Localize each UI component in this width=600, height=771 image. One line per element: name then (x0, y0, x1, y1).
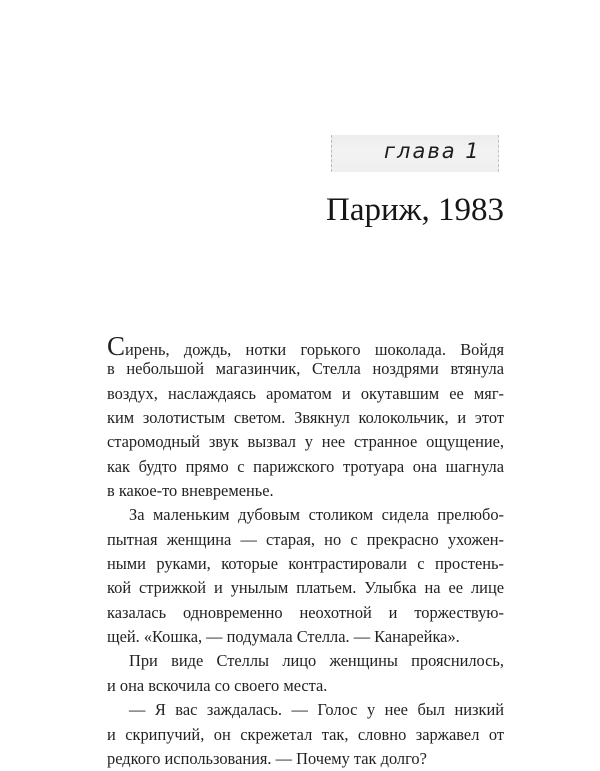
chapter-label: глава 1 (384, 139, 481, 163)
paragraph-line: воздух, наслаждаясь ароматом и окутавшим ее мяг- (107, 383, 504, 403)
paragraph-line: ким золотистым светом. Звякнул колокольчик, и этот (107, 408, 504, 428)
paragraph-line: старомодный звук вызвал у нее странное ощущение, (107, 432, 504, 452)
paragraph-line: щей. «Кошка, — подумала Стелла. — Канарейка». (107, 627, 460, 647)
body-text (107, 333, 504, 771)
paragraph-line: При виде Стеллы лицо женщины прояснилось, (129, 651, 504, 671)
paragraph-line: пытная женщина — старая, но с прекрасно ухожен- (107, 529, 504, 549)
paragraph-line: и она вскочила со своего места. (107, 675, 328, 695)
paragraph-line: в какое-то вневременье. (107, 481, 274, 501)
chapter-label-box (331, 135, 499, 172)
paragraph-line: ными руками, которые контрастировали с простень- (107, 554, 504, 574)
chapter-title: Париж, 1983 (326, 192, 504, 228)
paragraph-line: Сирень, дождь, нотки горького шоколада. Войдя (107, 331, 504, 361)
paragraph-line: — Я вас заждалась. — Голос у нее был низкий (129, 700, 504, 720)
drop-cap: С (107, 331, 126, 361)
paragraph-line: как будто прямо с парижского тротуара она шагнула (107, 456, 504, 476)
paragraph-line: в небольшой магазинчик, Стелла ноздрями втянула (107, 359, 504, 379)
paragraph-line: и скрипучий, он скрежетал так, словно заржавел от (107, 724, 504, 744)
paragraph-line: кой стрижкой и унылым платьем. Улыбка на ее лице (107, 578, 504, 598)
paragraph-line: За маленьким дубовым столиком сидела прелюбо- (129, 505, 504, 525)
paragraph-line: редкого использования. — Почему так долго? (107, 748, 427, 768)
paragraph-line: казалась одновременно неохотной и торжествую- (107, 602, 504, 622)
